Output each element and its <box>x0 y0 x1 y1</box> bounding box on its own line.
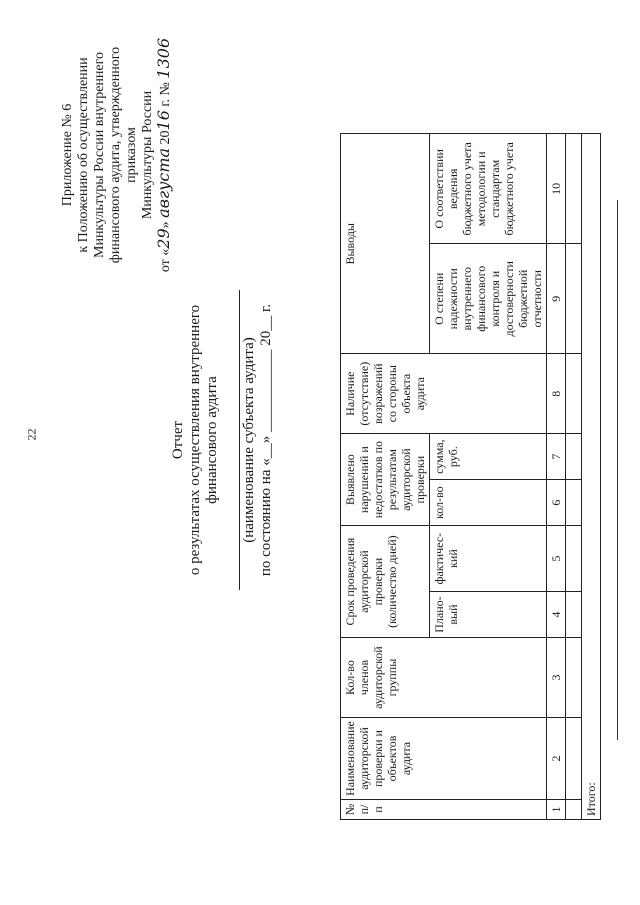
year-prefix: 20 <box>158 130 173 148</box>
total-label: Итого: <box>582 134 601 820</box>
report-subtitle: о результатах осуществления внутреннего <box>187 304 203 576</box>
subject-caption: (наименование субъекта аудита) <box>239 290 258 590</box>
header-found: Выявлено нарушений и недостатков по результатам аудиторской проверки <box>341 434 430 526</box>
header-num: № п/п <box>341 800 547 820</box>
total-row <box>582 30 601 820</box>
table-cell <box>566 718 582 800</box>
column-number: 3 <box>547 638 566 718</box>
table-cell <box>566 134 582 244</box>
table-cell <box>566 354 582 434</box>
handwritten-day: 29 <box>154 228 173 249</box>
table-cell <box>566 526 582 592</box>
date-suffix: г. № <box>158 78 173 111</box>
column-number: 4 <box>547 592 566 638</box>
table-cell <box>566 434 582 480</box>
column-number: 2 <box>547 718 566 800</box>
date-mid: » <box>158 217 173 229</box>
column-number: 8 <box>547 354 566 434</box>
report-heading <box>170 180 275 700</box>
handwritten-month: августа <box>154 147 173 218</box>
as-of-date-line: по состоянию на «__» ___________ 20__ г. <box>258 303 274 577</box>
header-name: Наименование аудиторской проверки и объектов аудита <box>341 718 547 800</box>
table-cell <box>566 244 582 354</box>
appendix-line: финансового аудита, утвержденного <box>108 46 123 264</box>
table-row <box>566 30 582 820</box>
appendix-line: к Положению об осуществлении <box>76 57 91 253</box>
date-prefix: от « <box>158 248 173 273</box>
header-concl-compliance: О соответствии ведения бюджетного учета методологии и стандартам бюджетного учета <box>430 134 547 244</box>
table-cell <box>566 592 582 638</box>
report-subtitle: финансового аудита <box>204 376 220 504</box>
appendix-header <box>60 10 174 300</box>
column-number: 10 <box>547 134 566 244</box>
handwritten-order-number: 1306 <box>154 37 173 79</box>
column-number: 6 <box>547 480 566 526</box>
table-cell <box>566 800 582 820</box>
column-number: 7 <box>547 434 566 480</box>
handwritten-year: 16 <box>154 110 173 131</box>
table-header-row <box>341 30 430 820</box>
header-concl-reliability: О степени надежности внутреннего финансового контроля и достоверности бюджетной отчетности <box>430 244 547 354</box>
report-title: Отчет <box>170 420 186 460</box>
header-conclusions: Выводы <box>341 134 430 354</box>
header-members: Кол-во членов аудиторской группы <box>341 638 547 718</box>
column-number: 9 <box>547 244 566 354</box>
header-actual: фактичес-кий <box>430 526 547 592</box>
page-number: 22 <box>24 428 39 441</box>
table-cell <box>566 480 582 526</box>
table-cell <box>566 638 582 718</box>
header-period: Срок проведения аудиторской проверки (количество дней) <box>341 526 430 638</box>
column-number: 1 <box>547 800 566 820</box>
appendix-line: Минкультуры России внутреннего <box>92 52 107 258</box>
blank-cell <box>341 30 601 134</box>
header-objections: Наличие (отсутствие) возражений со стороны объекта аудита <box>341 354 547 434</box>
header-sum: сумма, руб. <box>430 434 547 480</box>
appendix-line: Приложение № 6 <box>60 103 75 207</box>
column-number-row <box>547 30 566 820</box>
column-number: 5 <box>547 526 566 592</box>
appendix-line: Минкультуры России <box>140 90 155 220</box>
appendix-line: приказом <box>124 127 139 183</box>
rotated-page <box>20 0 640 880</box>
audit-results-table <box>340 30 601 820</box>
header-count: кол-во <box>430 480 547 526</box>
footer-rule <box>617 200 618 740</box>
header-planned: Плано-вый <box>430 592 547 638</box>
